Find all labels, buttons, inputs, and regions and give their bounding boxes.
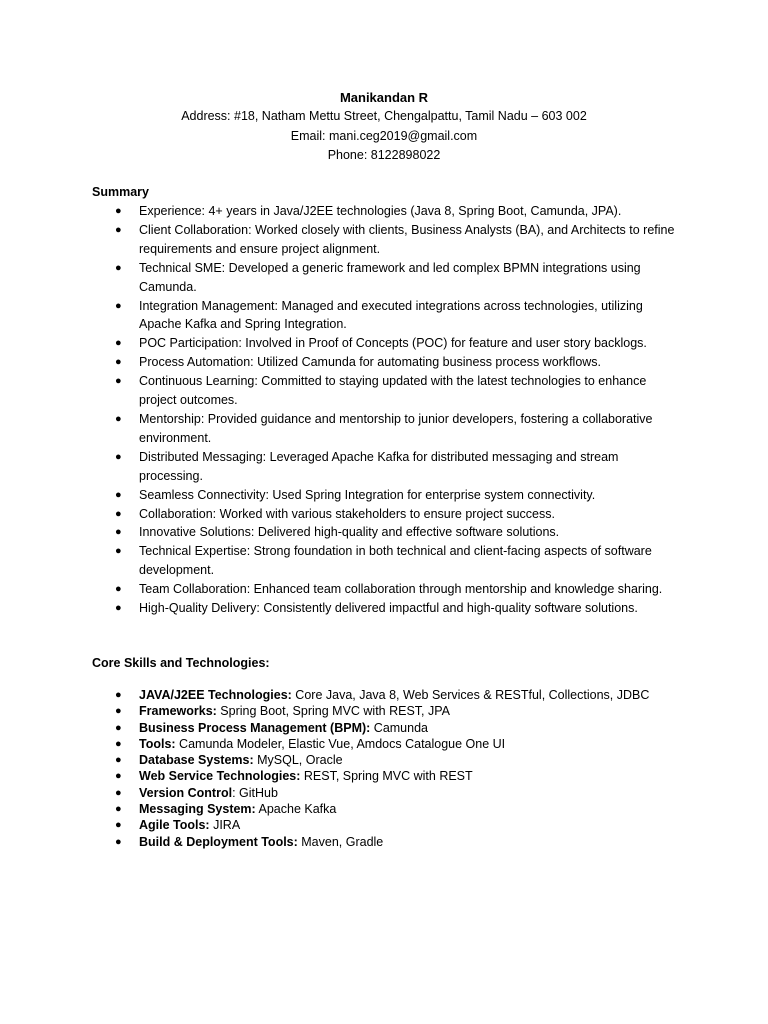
summary-item [0,221,679,259]
bullet-icon: ● [115,337,122,350]
bullet-icon: ● [115,721,122,734]
summary-item [0,372,679,410]
summary-item [0,542,679,580]
bullet-icon: ● [115,819,122,832]
skill-label: Database Systems: [139,753,254,768]
skill-label: Frameworks: [139,704,217,719]
skill-label: Tools: [139,736,176,751]
summary-item [0,486,679,505]
skill-item [0,752,768,768]
summary-item-text: Experience: 4+ years in Java/J2EE technologies (Java 8, Spring Boot, Camunda, JPA). [139,204,622,218]
summary-item [0,523,679,542]
skill-label: Business Process Management (BPM): [139,720,371,735]
bullet-icon: ● [115,689,122,701]
skill-item [0,834,768,850]
skill-value: : GitHub [232,785,278,800]
skill-value: Core Java, Java 8, Web Services & RESTful, Collections, JDBC [291,688,650,702]
bullet-icon: ● [115,803,122,816]
summary-item-text: Innovative Solutions: Delivered high-quality and effective software solutions. [139,525,560,540]
skill-item [0,801,768,817]
summary-item-text: Client Collaboration: Worked closely with clients, Business Analysts (BA), and Architects to refine requirements and ensure project alignment. [139,222,675,256]
email-line: Email: mani.ceg2019@gmail.com [290,128,478,143]
phone-line: Phone: 8122898022 [327,147,441,162]
summary-item-text: Integration Management: Managed and executed integrations across technologies, utilizing Apache Kafka and Spring Integration. [139,298,643,332]
summary-item [0,505,679,524]
skill-item [0,785,768,801]
skill-item [0,687,768,703]
summary-item [0,448,679,486]
bullet-icon: ● [115,835,122,848]
summary-item-text: Technical Expertise: Strong foundation in both technical and client-facing aspects of software development. [139,544,652,578]
summary-item [0,297,679,335]
summary-item [0,410,679,448]
summary-item [0,259,679,297]
summary-item-text: Mentorship: Provided guidance and mentorship to junior developers, fostering a collaborative environment. [139,411,653,445]
bullet-icon: ● [115,705,122,718]
summary-heading: Summary [92,185,149,199]
summary-item [0,353,679,372]
skills-list [0,687,768,850]
address-line: Address: #18, Natham Mettu Street, Chengalpattu, Tamil Nadu – 603 002 [181,109,587,124]
summary-item [0,599,679,618]
summary-item-text: Team Collaboration: Enhanced team collaboration through mentorship and knowledge sharing. [139,582,663,597]
skill-value: Camunda Modeler, Elastic Vue, Amdocs Catalogue One UI [175,736,506,751]
bullet-icon: ● [115,737,122,750]
summary-item [0,334,679,353]
summary-item-text: POC Participation: Involved in Proof of Concepts (POC) for feature and user story backlogs. [139,336,647,351]
skill-item [0,768,768,784]
bullet-icon: ● [115,507,122,520]
bullet-icon: ● [115,545,122,558]
bullet-icon: ● [115,770,122,783]
skill-value: JIRA [209,818,241,833]
skills-heading: Core Skills and Technologies: [92,656,270,670]
skill-item [0,736,768,752]
bullet-icon: ● [115,602,122,615]
skill-item [0,817,768,833]
skill-label: Version Control [139,785,233,800]
bullet-icon: ● [115,223,122,236]
summary-item-text: Collaboration: Worked with various stakeholders to ensure project success. [139,506,555,521]
summary-item-text: Technical SME: Developed a generic framework and led complex BPMN integrations using Camunda. [139,260,641,294]
skill-value: MySQL, Oracle [253,753,343,768]
summary-item [0,202,679,221]
skill-value: REST, Spring MVC with REST [300,769,473,784]
bullet-icon: ● [115,583,122,596]
skill-item [0,703,768,719]
summary-item-text: Seamless Connectivity: Used Spring Integration for enterprise system connectivity. [139,487,596,502]
skill-value: Apache Kafka [255,802,337,817]
skill-label: Web Service Technologies: [139,769,301,784]
summary-item-text: Continuous Learning: Committed to staying updated with the latest technologies to enhance project outcomes. [139,374,647,408]
skill-label: Agile Tools: [139,818,210,833]
skill-label: Build & Deployment Tools: [139,834,298,849]
bullet-icon: ● [115,786,122,799]
skill-value: Maven, Gradle [297,834,384,849]
bullet-icon: ● [115,299,122,312]
bullet-icon: ● [115,205,122,217]
bullet-icon: ● [115,526,122,539]
bullet-icon: ● [115,375,122,388]
bullet-icon: ● [115,754,122,767]
skill-item [0,720,768,736]
bullet-icon: ● [115,356,122,369]
skill-label: Messaging System: [139,802,256,817]
summary-list [0,202,768,618]
bullet-icon: ● [115,261,122,274]
summary-item [0,580,679,599]
summary-item-text: Distributed Messaging: Leveraged Apache Kafka for distributed messaging and stream processing. [139,449,619,483]
bullet-icon: ● [115,488,122,501]
resume-header [0,88,768,165]
bullet-icon: ● [115,412,122,425]
summary-item-text: Process Automation: Utilized Camunda for automating business process workflows. [139,355,602,370]
skill-value: Spring Boot, Spring MVC with REST, JPA [216,704,451,719]
summary-item-text: High-Quality Delivery: Consistently delivered impactful and high-quality software solutions. [139,601,638,616]
bullet-icon: ● [115,450,122,463]
candidate-name: Manikandan R [339,90,429,105]
skill-label: JAVA/J2EE Technologies: [139,688,292,702]
skill-value: Camunda [370,720,428,735]
